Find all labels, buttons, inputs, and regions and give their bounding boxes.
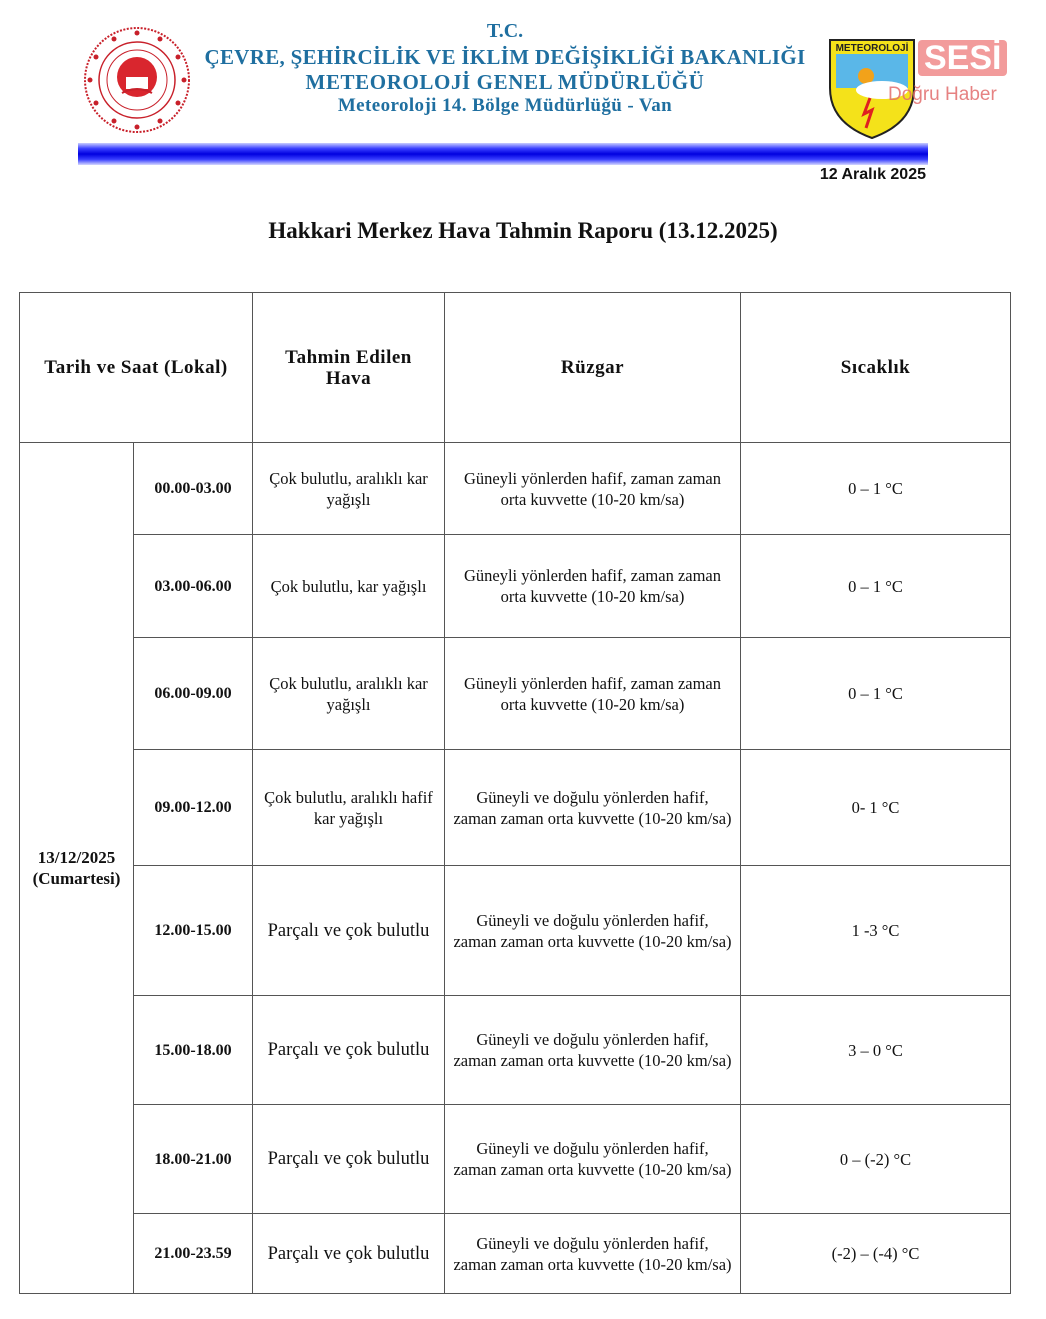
weather-cell: Parçalı ve çok bulutlu (253, 996, 445, 1105)
table-header-row (20, 293, 1011, 443)
wind-cell: Güneyli ve doğulu yönlerden hafif, zaman zaman orta kuvvette (10-20 km/sa) (445, 866, 741, 996)
header-tc: T.C. (486, 20, 524, 42)
day-date: 13/12/2025 (37, 848, 116, 867)
wind-cell: Güneyli ve doğulu yönlerden hafif, zaman zaman orta kuvvette (10-20 km/sa) (445, 1214, 741, 1294)
temperature-cell: 0- 1 °C (741, 750, 1011, 866)
table-row (20, 866, 1011, 996)
weather-cell: Parçalı ve çok bulutlu (253, 1105, 445, 1214)
temperature-cell: 1 -3 °C (741, 866, 1011, 996)
time-cell: 18.00-21.00 (134, 1105, 253, 1214)
table-row (20, 638, 1011, 750)
header-directorate: METEOROLOJİ GENEL MÜDÜRLÜĞÜ (305, 70, 705, 94)
temperature-cell: (-2) – (-4) °C (741, 1214, 1011, 1294)
time-cell: 03.00-06.00 (134, 535, 253, 638)
table-row (20, 750, 1011, 866)
table-row (20, 1214, 1011, 1294)
wind-cell: Güneyli yönlerden hafif, zaman zaman orta kuvvette (10-20 km/sa) (445, 535, 741, 638)
watermark-main: SESİ (918, 40, 1007, 76)
weather-cell: Çok bulutlu, aralıklı hafif kar yağışlı (253, 750, 445, 866)
day-name: (Cumartesi) (32, 869, 121, 888)
wind-cell: Güneyli ve doğulu yönlerden hafif, zaman zaman orta kuvvette (10-20 km/sa) (445, 1105, 741, 1214)
ministry-seal-logo (82, 25, 192, 135)
header-regional-office: Meteoroloji 14. Bölge Müdürlüğü - Van (337, 95, 673, 116)
temperature-cell: 0 – 1 °C (741, 535, 1011, 638)
time-cell: 12.00-15.00 (134, 866, 253, 996)
watermark-sub: Doğru Haber (888, 84, 997, 105)
time-cell: 15.00-18.00 (134, 996, 253, 1105)
report-title: Hakkari Merkez Hava Tahmin Raporu (13.12.2025) (268, 218, 778, 243)
temperature-cell: 0 – 1 °C (741, 638, 1011, 750)
column-header-weather: Tahmin Edilen Hava (253, 293, 445, 443)
column-header-wind: Rüzgar (445, 293, 741, 443)
weather-cell: Parçalı ve çok bulutlu (253, 1214, 445, 1294)
forecast-table (19, 292, 1011, 1294)
document-date: 12 Aralık 2025 (819, 166, 926, 183)
column-header-temperature: Sıcaklık (741, 293, 1011, 443)
wind-cell: Güneyli yönlerden hafif, zaman zaman orta kuvvette (10-20 km/sa) (445, 443, 741, 535)
time-cell: 21.00-23.59 (134, 1214, 253, 1294)
weather-cell: Çok bulutlu, kar yağışlı (253, 535, 445, 638)
weather-cell: Çok bulutlu, aralıklı kar yağışlı (253, 443, 445, 535)
time-cell: 00.00-03.00 (134, 443, 253, 535)
temperature-cell: 0 – 1 °C (741, 443, 1011, 535)
wind-cell: Güneyli ve doğulu yönlerden hafif, zaman zaman orta kuvvette (10-20 km/sa) (445, 750, 741, 866)
temperature-cell: 0 – (-2) °C (741, 1105, 1011, 1214)
wind-cell: Güneyli ve doğulu yönlerden hafif, zaman zaman orta kuvvette (10-20 km/sa) (445, 996, 741, 1105)
table-row (20, 1105, 1011, 1214)
wind-cell: Güneyli yönlerden hafif, zaman zaman orta kuvvette (10-20 km/sa) (445, 638, 741, 750)
header-ministry: ÇEVRE, ŞEHİRCİLİK VE İKLİM DEĞİŞİKLİĞİ BAKANLIĞI (204, 45, 806, 69)
weather-cell: Parçalı ve çok bulutlu (253, 866, 445, 996)
temperature-cell: 3 – 0 °C (741, 996, 1011, 1105)
watermark (888, 39, 1018, 105)
column-header-date-time: Tarih ve Saat (Lokal) (20, 293, 253, 443)
time-cell: 06.00-09.00 (134, 638, 253, 750)
day-cell (20, 443, 134, 1294)
table-row (20, 535, 1011, 638)
weather-cell: Çok bulutlu, aralıklı kar yağışlı (253, 638, 445, 750)
meteoroloji-logo-text: METEOROLOJİ (835, 43, 909, 54)
table-row (20, 996, 1011, 1105)
header-divider-bar (78, 143, 928, 165)
table-row (20, 443, 1011, 535)
time-cell: 09.00-12.00 (134, 750, 253, 866)
